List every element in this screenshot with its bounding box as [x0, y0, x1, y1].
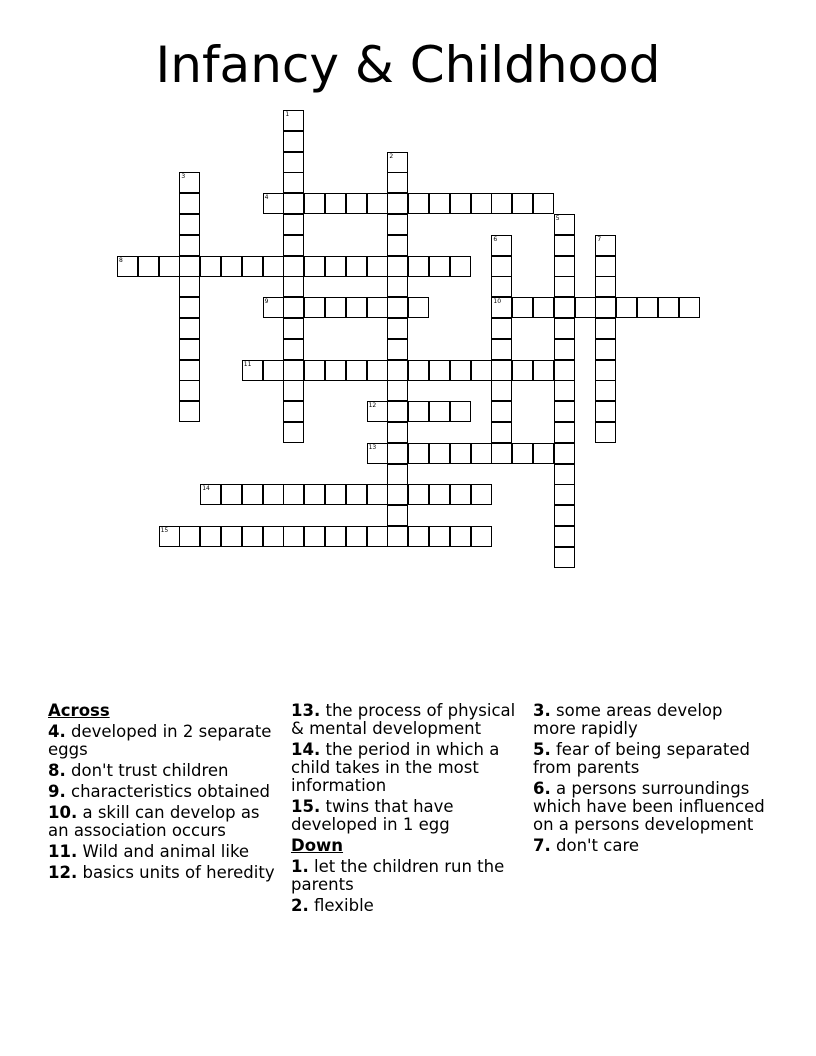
- clue-number: 9.: [48, 782, 66, 801]
- grid-cell[interactable]: [491, 443, 512, 464]
- grid-cell[interactable]: [595, 339, 616, 360]
- clue-number: 13.: [291, 701, 321, 720]
- grid-cell[interactable]: [179, 360, 200, 381]
- grid-cell[interactable]: [283, 484, 304, 505]
- clue-number-label: 7: [597, 235, 602, 243]
- grid-cell[interactable]: [408, 526, 429, 547]
- grid-cell[interactable]: [554, 256, 575, 277]
- clue-number-label: 2: [389, 152, 394, 160]
- grid-cell[interactable]: [429, 484, 450, 505]
- grid-cell[interactable]: [387, 235, 408, 256]
- grid-cell[interactable]: [387, 484, 408, 505]
- clue-number-label: 6: [493, 235, 498, 243]
- grid-cell[interactable]: [387, 526, 408, 547]
- clue-text: let the children run the parents: [291, 857, 505, 894]
- grid-cell[interactable]: [283, 360, 304, 381]
- grid-cell[interactable]: [283, 339, 304, 360]
- grid-cell[interactable]: [554, 276, 575, 297]
- grid-cell[interactable]: [367, 193, 388, 214]
- grid-cell[interactable]: [325, 256, 346, 277]
- grid-cell[interactable]: [658, 297, 679, 318]
- grid-cell[interactable]: [637, 297, 658, 318]
- clue-text: characteristics obtained: [71, 782, 270, 801]
- grid-cell[interactable]: [471, 526, 492, 547]
- clue-number-label: 12: [368, 402, 377, 410]
- grid-cell[interactable]: [554, 443, 575, 464]
- grid-cell[interactable]: [595, 360, 616, 381]
- grid-cell[interactable]: [533, 360, 554, 381]
- grid-cell[interactable]: [179, 401, 200, 422]
- grid-cell[interactable]: [179, 235, 200, 256]
- clue-text: the period in which a child takes in the most information: [291, 740, 500, 795]
- grid-cell[interactable]: [471, 484, 492, 505]
- grid-cell[interactable]: [387, 172, 408, 193]
- grid-cell[interactable]: [283, 193, 304, 214]
- grid-cell[interactable]: [471, 443, 492, 464]
- grid-cell[interactable]: [554, 318, 575, 339]
- grid-cell[interactable]: [554, 380, 575, 401]
- grid-cell[interactable]: [491, 422, 512, 443]
- clue-number: 4.: [48, 722, 66, 741]
- grid-cell[interactable]: [450, 526, 471, 547]
- grid-cell[interactable]: [471, 360, 492, 381]
- clues-column-1: [48, 702, 284, 885]
- grid-cell[interactable]: [242, 484, 263, 505]
- grid-cell[interactable]: [408, 297, 429, 318]
- grid-cell[interactable]: [554, 505, 575, 526]
- grid-cell[interactable]: [242, 256, 263, 277]
- grid-cell[interactable]: [554, 484, 575, 505]
- grid-cell[interactable]: [179, 339, 200, 360]
- grid-cell[interactable]: [491, 235, 512, 256]
- grid-cell[interactable]: [304, 193, 325, 214]
- grid-cell[interactable]: [616, 297, 637, 318]
- grid-cell[interactable]: [595, 256, 616, 277]
- grid-cell[interactable]: [387, 193, 408, 214]
- grid-cell[interactable]: [554, 297, 575, 318]
- clue-item: [291, 798, 527, 834]
- grid-cell[interactable]: [283, 172, 304, 193]
- grid-cell[interactable]: [595, 318, 616, 339]
- grid-cell[interactable]: [159, 256, 180, 277]
- grid-cell[interactable]: [367, 443, 388, 464]
- grid-cell[interactable]: [304, 297, 325, 318]
- grid-cell[interactable]: [429, 443, 450, 464]
- clue-text: the process of physical & mental development: [291, 701, 516, 738]
- grid-cell[interactable]: [263, 193, 284, 214]
- grid-cell[interactable]: [179, 193, 200, 214]
- grid-cell[interactable]: [325, 193, 346, 214]
- grid-cell[interactable]: [387, 464, 408, 485]
- clue-text: don't care: [556, 836, 640, 855]
- grid-cell[interactable]: [179, 297, 200, 318]
- grid-cell[interactable]: [179, 526, 200, 547]
- grid-cell[interactable]: [491, 318, 512, 339]
- grid-cell[interactable]: [221, 484, 242, 505]
- grid-cell[interactable]: [367, 256, 388, 277]
- grid-cell[interactable]: [242, 526, 263, 547]
- grid-cell[interactable]: [179, 256, 200, 277]
- grid-cell[interactable]: [554, 339, 575, 360]
- grid-cell[interactable]: [408, 443, 429, 464]
- clue-item: [48, 783, 284, 801]
- grid-cell[interactable]: [283, 401, 304, 422]
- grid-cell[interactable]: [429, 401, 450, 422]
- grid-cell[interactable]: [387, 152, 408, 173]
- clue-item: [533, 780, 769, 834]
- grid-cell[interactable]: [387, 360, 408, 381]
- grid-cell[interactable]: [179, 276, 200, 297]
- grid-cell[interactable]: [283, 526, 304, 547]
- grid-cell[interactable]: [283, 110, 304, 131]
- grid-cell[interactable]: [325, 484, 346, 505]
- grid-cell[interactable]: [346, 256, 367, 277]
- clue-number: 15.: [291, 797, 321, 816]
- clue-text: Wild and animal like: [82, 842, 250, 861]
- grid-cell[interactable]: [491, 360, 512, 381]
- clue-number-label: 15: [160, 527, 169, 534]
- grid-cell[interactable]: [450, 484, 471, 505]
- grid-cell[interactable]: [242, 360, 263, 381]
- clue-number: 7.: [533, 836, 551, 855]
- grid-cell[interactable]: [450, 193, 471, 214]
- grid-cell[interactable]: [263, 297, 284, 318]
- grid-cell[interactable]: [200, 256, 221, 277]
- grid-cell[interactable]: [595, 235, 616, 256]
- clue-item: [48, 804, 284, 840]
- clue-number-label: 9: [264, 298, 269, 306]
- clue-item: [291, 741, 527, 795]
- grid-cell[interactable]: [408, 484, 429, 505]
- grid-cell[interactable]: [179, 172, 200, 193]
- grid-cell[interactable]: [491, 297, 512, 318]
- grid-cell[interactable]: [283, 214, 304, 235]
- grid-cell[interactable]: [533, 297, 554, 318]
- clue-item: [533, 702, 769, 738]
- clue-number: 1.: [291, 857, 309, 876]
- clue-text: a skill can develop as an association occurs: [48, 803, 260, 840]
- grid-cell[interactable]: [200, 484, 221, 505]
- grid-cell[interactable]: [304, 256, 325, 277]
- grid-cell[interactable]: [408, 256, 429, 277]
- clue-item: [48, 843, 284, 861]
- grid-cell[interactable]: [325, 526, 346, 547]
- clue-number-label: 13: [368, 443, 377, 451]
- grid-cell[interactable]: [221, 526, 242, 547]
- clue-text: developed in 2 separate eggs: [48, 722, 272, 759]
- grid-cell[interactable]: [575, 297, 596, 318]
- grid-cell[interactable]: [346, 484, 367, 505]
- clue-text: flexible: [314, 896, 374, 915]
- grid-cell[interactable]: [554, 526, 575, 547]
- grid-cell[interactable]: [595, 380, 616, 401]
- clue-number-label: 10: [493, 298, 502, 306]
- grid-cell[interactable]: [346, 297, 367, 318]
- grid-cell[interactable]: [491, 401, 512, 422]
- grid-cell[interactable]: [554, 422, 575, 443]
- grid-cell[interactable]: [263, 526, 284, 547]
- clue-item: [533, 837, 769, 855]
- grid-cell[interactable]: [387, 422, 408, 443]
- clue-number: 3.: [533, 701, 551, 720]
- grid-cell[interactable]: [533, 193, 554, 214]
- clue-text: some areas develop more rapidly: [533, 701, 723, 738]
- grid-cell[interactable]: [387, 380, 408, 401]
- grid-cell[interactable]: [387, 276, 408, 297]
- clue-number: 11.: [48, 842, 78, 861]
- grid-cell[interactable]: [387, 505, 408, 526]
- grid-cell[interactable]: [491, 380, 512, 401]
- puzzle-title: Infancy & Childhood: [155, 36, 661, 94]
- clue-item: [291, 897, 527, 915]
- grid-cell[interactable]: [429, 256, 450, 277]
- clues-heading-across: Across: [48, 701, 110, 720]
- clue-number: 14.: [291, 740, 321, 759]
- clue-item: [48, 864, 284, 882]
- grid-cell[interactable]: [283, 235, 304, 256]
- grid-cell[interactable]: [263, 484, 284, 505]
- grid-cell[interactable]: [554, 214, 575, 235]
- clue-item: [291, 702, 527, 738]
- grid-cell[interactable]: [304, 484, 325, 505]
- grid-cell[interactable]: [595, 422, 616, 443]
- grid-cell[interactable]: [325, 360, 346, 381]
- grid-cell[interactable]: [283, 318, 304, 339]
- grid-cell[interactable]: [283, 152, 304, 173]
- grid-cell[interactable]: [367, 360, 388, 381]
- clue-text: fear of being separated from parents: [533, 740, 750, 777]
- grid-cell[interactable]: [159, 526, 180, 547]
- grid-cell[interactable]: [429, 193, 450, 214]
- grid-cell[interactable]: [283, 380, 304, 401]
- grid-cell[interactable]: [554, 360, 575, 381]
- grid-cell[interactable]: [387, 318, 408, 339]
- grid-cell[interactable]: [595, 276, 616, 297]
- clue-number: 6.: [533, 779, 551, 798]
- grid-cell[interactable]: [346, 360, 367, 381]
- grid-cell[interactable]: [283, 422, 304, 443]
- grid-cell[interactable]: [387, 256, 408, 277]
- clue-number: 8.: [48, 761, 66, 780]
- grid-cell[interactable]: [283, 297, 304, 318]
- grid-cell[interactable]: [221, 256, 242, 277]
- grid-cell[interactable]: [491, 339, 512, 360]
- grid-cell[interactable]: [512, 360, 533, 381]
- grid-cell[interactable]: [387, 339, 408, 360]
- grid-cell[interactable]: [179, 318, 200, 339]
- grid-cell[interactable]: [512, 193, 533, 214]
- grid-cell[interactable]: [429, 526, 450, 547]
- grid-cell[interactable]: [491, 256, 512, 277]
- clue-number: 10.: [48, 803, 78, 822]
- grid-cell[interactable]: [367, 401, 388, 422]
- clue-number-label: 1: [285, 111, 290, 118]
- clue-text: twins that have developed in 1 egg: [291, 797, 454, 834]
- grid-cell[interactable]: [554, 235, 575, 256]
- grid-cell[interactable]: [263, 360, 284, 381]
- clues-heading-down: Down: [291, 836, 344, 855]
- clue-item: [48, 723, 284, 759]
- grid-cell[interactable]: [595, 401, 616, 422]
- grid-cell[interactable]: [491, 193, 512, 214]
- clue-item: [291, 858, 527, 894]
- grid-cell[interactable]: [450, 360, 471, 381]
- grid-cell[interactable]: [283, 256, 304, 277]
- grid-cell[interactable]: [367, 484, 388, 505]
- grid-cell[interactable]: [367, 526, 388, 547]
- grid-cell[interactable]: [325, 297, 346, 318]
- clue-item: [48, 762, 284, 780]
- grid-cell[interactable]: [512, 297, 533, 318]
- grid-cell[interactable]: [533, 443, 554, 464]
- clue-number-label: 5: [555, 215, 560, 222]
- grid-cell[interactable]: [117, 256, 138, 277]
- grid-cell[interactable]: [200, 526, 221, 547]
- grid-cell[interactable]: [387, 214, 408, 235]
- grid-cell[interactable]: [179, 380, 200, 401]
- clue-number-label: 11: [243, 360, 252, 368]
- grid-cell[interactable]: [491, 276, 512, 297]
- grid-cell[interactable]: [179, 214, 200, 235]
- grid-cell[interactable]: [595, 297, 616, 318]
- grid-cell[interactable]: [304, 526, 325, 547]
- clue-text: basics units of heredity: [82, 863, 275, 882]
- clue-number-label: 14: [202, 485, 210, 493]
- clue-item: [533, 741, 769, 777]
- grid-cell[interactable]: [512, 443, 533, 464]
- grid-cell[interactable]: [554, 401, 575, 422]
- clue-number: 12.: [48, 863, 78, 882]
- grid-cell[interactable]: [387, 443, 408, 464]
- grid-cell[interactable]: [346, 526, 367, 547]
- grid-cell[interactable]: [429, 360, 450, 381]
- clue-number-label: 4: [264, 194, 269, 202]
- grid-cell[interactable]: [408, 401, 429, 422]
- grid-cell[interactable]: [408, 193, 429, 214]
- grid-cell[interactable]: [367, 297, 388, 318]
- grid-cell[interactable]: [387, 297, 408, 318]
- clues-column-3: [533, 702, 769, 858]
- grid-cell[interactable]: [471, 193, 492, 214]
- grid-cell[interactable]: [346, 193, 367, 214]
- grid-cell[interactable]: [450, 401, 471, 422]
- grid-cell[interactable]: [304, 360, 325, 381]
- grid-cell[interactable]: [450, 443, 471, 464]
- grid-cell[interactable]: [450, 256, 471, 277]
- grid-cell[interactable]: [263, 256, 284, 277]
- clue-number-label: 3: [181, 173, 186, 181]
- grid-cell[interactable]: [679, 297, 700, 318]
- grid-cell[interactable]: [554, 547, 575, 568]
- grid-cell[interactable]: [138, 256, 159, 277]
- clue-number: 2.: [291, 896, 309, 915]
- grid-cell[interactable]: [554, 464, 575, 485]
- grid-cell[interactable]: [408, 360, 429, 381]
- grid-cell[interactable]: [387, 401, 408, 422]
- clues-column-2: [291, 702, 527, 918]
- clue-text: a persons surroundings which have been influenced on a persons development: [533, 779, 765, 834]
- grid-cell[interactable]: [283, 131, 304, 152]
- clue-text: don't trust children: [71, 761, 229, 780]
- clue-number: 5.: [533, 740, 551, 759]
- grid-cell[interactable]: [283, 276, 304, 297]
- clue-number-label: 8: [119, 256, 123, 264]
